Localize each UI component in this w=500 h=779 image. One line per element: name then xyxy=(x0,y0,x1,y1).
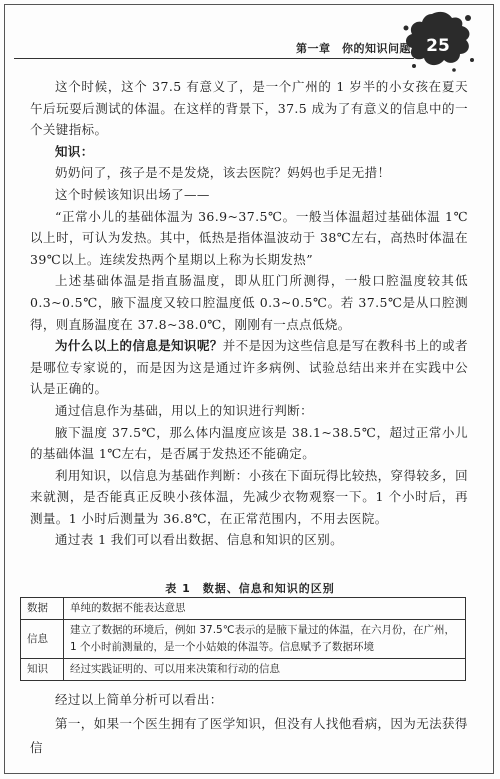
paragraph: 第一，如果一个医生拥有了医学知识，但没有人找他看病，因为无法获得信 xyxy=(30,716,468,755)
knowledge-label: 知识： xyxy=(55,143,94,159)
page-number: 25 xyxy=(426,36,450,56)
header-rule xyxy=(14,58,414,59)
paragraph: 腋下温度 37.5℃，那么体内温度应该是 38.1~38.5℃，超过正常小儿的基础体温 1℃左右，是否属于发热还不能确定。 xyxy=(30,424,468,462)
table-row xyxy=(21,659,466,681)
paragraph: 经过以上简单分析可以看出： xyxy=(55,692,223,707)
table-cell-desc: 单纯的数据不能表达意思 xyxy=(64,598,466,620)
table-cell-term: 信息 xyxy=(21,620,64,659)
table-cell-desc: 建立了数据的环境后，例如 37.5℃表示的是腋下量过的体温，在六月份，在广州，1 个小时前测量的，是一个小姑娘的体温等。信息赋予了数据环境 xyxy=(64,620,466,659)
paragraph: 这个时候该知识出场了—— xyxy=(55,186,210,202)
paragraph xyxy=(30,335,468,400)
paragraph: 奶奶问了，孩子是不是发烧，该去医院？妈妈也手足无措！ xyxy=(55,165,391,181)
paragraph: 通过信息作为基础，用以上的知识进行判断： xyxy=(55,402,314,418)
table-row xyxy=(21,620,466,659)
table-cell-term: 数据 xyxy=(21,598,64,620)
answer-text: 并不是因为这些信息是写在教科书上的或者是哪位专家说的，而是因为这是通过许多病例、试验总结出来并在实践中公认是正确的。 xyxy=(30,338,468,397)
table-cell-desc: 经过实践证明的、可以用来决策和行动的信息 xyxy=(64,659,466,681)
table-caption: 表 1 数据、信息和知识的区别 xyxy=(165,582,335,595)
main-text xyxy=(30,76,468,551)
question-bold: 为什么以上的信息是知识呢？ xyxy=(55,338,223,354)
page-header xyxy=(0,0,500,62)
closing-text xyxy=(30,688,468,760)
table-cell-term: 知识 xyxy=(21,659,64,681)
chapter-title: 第一章 你的知识问题 xyxy=(296,42,411,55)
paragraph: 上述基础体温是指直肠温度，即从肛门所测得，一般口腔温度较其低 0.3~0.5℃，腋下温度又较口腔温度低 0.3~0.5℃。若 37.5℃是从口腔测得，则直肠温度在 37.8~38.0℃，刚刚有一点点低烧。 xyxy=(30,273,468,332)
paragraph: 这个时候，这个 37.5 有意义了，是一个广州的 1 岁半的小女孩在夏天午后玩耍后测试的体温。在这样的背景下，37.5 成为了有意义的信息中的一个关键指标。 xyxy=(30,79,468,138)
paragraph: 通过表 1 我们可以看出数据、信息和知识的区别。 xyxy=(55,532,344,548)
knowledge-heading xyxy=(30,141,468,163)
quote-paragraph: “正常小儿的基础体温为 36.9~37.5℃。一般当体温超过基础体温 1℃以上时，可认为发热。其中，低热是指体温波动于 38℃左右，高热时体温在 39℃以上。连续发热两个星期以上称为长期发热” xyxy=(30,208,468,267)
comparison-table xyxy=(20,597,466,681)
paragraph: 利用知识，以信息为基础作判断：小孩在下面玩得比较热，穿得较多，回来就测，是否能真正反映小孩体温，先减少衣物观察一下。1 个小时后，再测量。1 小时后测量为 36.8℃，在正常范围内，不用去医院。 xyxy=(30,467,468,526)
table-row xyxy=(21,598,466,620)
